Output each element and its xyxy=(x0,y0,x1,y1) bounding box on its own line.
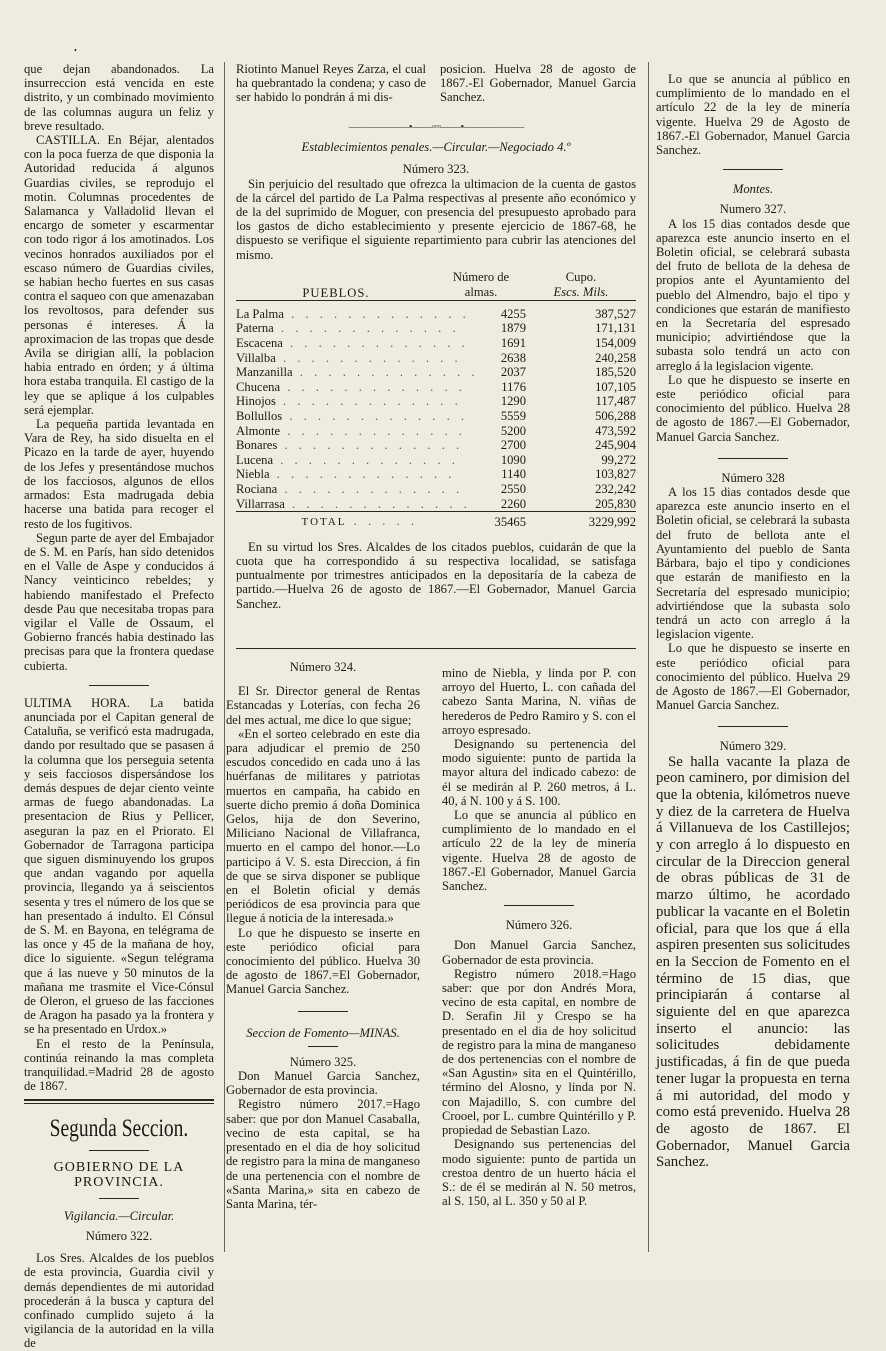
montes-heading: Montes. xyxy=(732,182,774,197)
short-rule xyxy=(723,169,783,170)
table-leader: . . . . . . . . . . . . . xyxy=(282,408,469,423)
header-cupo-text: Cupo. xyxy=(565,269,597,284)
numero-322: Número 322. xyxy=(85,1229,153,1244)
table-leader: . . . . . . . . . . . . . xyxy=(284,496,471,511)
pueblo-cell xyxy=(236,350,462,366)
almas-cell: 1691 xyxy=(500,336,526,351)
table-leader: . . . . . xyxy=(346,514,418,529)
almas-cell: 1176 xyxy=(501,379,526,394)
cupo-cell: 240,258 xyxy=(595,350,636,365)
fomento-heading: Seccion de Fomento—MINAS. xyxy=(246,1025,400,1040)
almas-cell: 2260 xyxy=(500,496,526,511)
paragraph: Lo que he dispuesto se inserte en este periódico oficial para conocimiento del público. Huelva 28 de agosto de 1867.—El Gobernador, Manuel Garcia Sanchez. xyxy=(656,372,850,444)
cupo-cell: 205,830 xyxy=(595,496,636,511)
cupo-cell: 99,272 xyxy=(601,452,636,467)
pueblo-cell xyxy=(236,481,464,497)
short-rule xyxy=(718,726,788,727)
table-leader: . . . . . . . . . . . . . xyxy=(280,423,466,438)
paragraph: Los Sres. Alcaldes de los pueblos de esta provincia, Guardia civil y demás dependientes de mi autoridad procederán á la busca y captura del confinado cumplido sujeto á la vigilancia de la autoridad en la villa de xyxy=(24,1251,214,1351)
pueblo-name: Rociana xyxy=(236,481,278,496)
government-heading: GOBIERNO DE LA PROVINCIA. xyxy=(53,1160,185,1190)
paragraph: que dejan abandonados. La insurreccion está vencida en este distrito, y un combinado movimiento de las columnas augura un feliz y breve resultado. xyxy=(24,62,214,133)
establecimientos-block xyxy=(236,120,636,640)
paragraph: La pequeña partida levantada en Vara de Rey, ha sido disuelta en el Picazo en la tarde de ayer, huyendo de los Jefes y presentándose muchos de los facciosos, algunos de ellos armados: Esta madrugada debia hacerse una batida para recoger el resto de los fugitivos. xyxy=(24,417,214,531)
table-row xyxy=(236,453,636,468)
section-heading: Segunda Seccion. xyxy=(49,1115,189,1143)
paragraph: Lo que he dispuesto se inserte en este periódico oficial para conocimiento del público. Huelva 30 de agosto de 1867.=El Gobernador, Manuel Garcia Sanchez. xyxy=(226,925,420,997)
paragraph: Designando sus pertenencias del modo siguiente: punto de partida un crestoa dentro de un huerto hácia el S.: de él se medirán al N. 50 metros, al S. 150, al L. 350 y 50 al P. xyxy=(442,1137,636,1209)
column-3-top xyxy=(440,62,636,122)
cupo-cell: 154,009 xyxy=(595,336,636,351)
pueblo-cell xyxy=(236,452,459,468)
table-leader: . . . . . . . . . . . . . xyxy=(273,452,459,467)
header-pueblos-text: PUEBLOS. xyxy=(302,285,370,300)
paragraph: Sin perjuicio del resultado que ofrezca la ultimacion de la cuenta de gastos de la cárcel del partido de La Palma respectivas al presente año económico y de la del suprimido de Moguer, con presencia del presupuesto aprobado para los gastos de dicho establecimiento y presente ejercicio de 1867-68, he dispuesto se verifique el siguiente repartimiento para cubrir las atenciones del mismo. xyxy=(236,176,636,262)
pueblo-name: Manzanilla xyxy=(236,365,293,380)
header-numero xyxy=(436,270,526,301)
divider-below-table xyxy=(236,648,636,649)
table-leader: . . . . . . . . . . . . . xyxy=(273,321,460,336)
cupo-cell: 387,527 xyxy=(595,306,636,321)
numero-328: Número 328 xyxy=(721,470,785,485)
almas-cell: 1140 xyxy=(501,467,526,482)
pueblo-name: Escacena xyxy=(236,336,283,351)
paragraph: Lo que se anuncia al público en cumplimiento de lo mandado en el artículo 22 de la ley de minería vigente. Huelva 28 de agosto de 1867.-El Gobernador, Manuel Garcia Sanchez. xyxy=(442,808,636,894)
total-label-cell xyxy=(236,512,436,530)
short-rule xyxy=(99,1198,139,1199)
table-row xyxy=(236,380,636,395)
pueblo-cell xyxy=(236,496,471,512)
paragraph: «En el sorteo celebrado en este dia para adjudicar el premio de 250 escudos concedido en cada uno á las huérfanas de militares y patriotas muertos en campaña, ha cabido en suerte dicho premio á doña Dominica Gelos, hija de don Severino, Miliciano Nacional de Villafranca, muerto en el campo del honor.—Lo participo á V. S. esta Direccion, á fin de que se sirva disponer se publique en el Boletin oficial y demás periódicos de esa provincia para que llegue á noticia de la interesada.» xyxy=(226,726,420,926)
header-escs-text: Escs. Mils. xyxy=(553,284,609,299)
column-3 xyxy=(442,666,636,1250)
short-rule xyxy=(308,1046,338,1047)
cupo-cell: 107,105 xyxy=(595,379,636,394)
pueblo-name: Villalba xyxy=(236,350,276,365)
pueblo-name: La Palma xyxy=(236,306,284,321)
establecimientos-heading: Establecimientos penales.—Circular.—Negociado 4.º xyxy=(301,140,571,155)
short-rule xyxy=(298,1011,348,1012)
almas-cell: 2550 xyxy=(500,481,526,496)
almas-cell: 4255 xyxy=(500,306,526,321)
header-pueblos xyxy=(236,270,436,301)
paragraph: A los 15 dias contados desde que aparezca este anuncio inserto en el Boletin oficial, se celebrará la subasta del fruto de bellota ante el Ayuntamiento del pueblo de Santa Bárbara, bajo el tipo y condiciones que estarán de manifiesto en la Secretaría del espresado municipio; advirtiéndose que la subasta solo tendrá un acto con arreglo á la legislacion vigente. xyxy=(656,485,850,642)
paragraph-castilla: CASTILLA. En Béjar, alentados con la poca fuerza de que disponia la Autoridad reducida á algunos Guardias civiles, se reprodujo el motin. Columnas procedentes de Salamanca y Valladolid llevan el encargo de someter y escarmentar con todo rigor á los amotinados. Los vecinos honrados auxiliados por el escaso número de Guardias civiles, se habian hecho fuertes en sus casas contra el saqueo con que amenazaban los revoltosos, para defender sus personas é intereses. Á la aproximacion de las tropas que desde Avila se dirigian allí, la poblacion habia entrado en órden; y á última hora estaba tranquila. El castigo de la ley que se aplique á los culpables será ejemplar. xyxy=(24,133,214,417)
paragraph: A los 15 dias contados desde que aparezca este anuncio inserto en el Boletin oficial, se celebrará subasta del fruto de bellota de la dehesa de propios ante el Ayuntamiento del pueblo del Almendro, bajo el tipo y condiciones que estarán de manifiesto en la Secretaría del espresado municipio; advirtiéndose que la subasta solo tendrá un acto con arreglo á la legislacion vigente. xyxy=(656,216,850,373)
paragraph: En el resto de la Península, continúa reinando la mas completa tranquilidad.=Madrid 28 de agosto de 1867. xyxy=(24,1036,214,1094)
paragraph-ultima-hora: ULTIMA HORA. La batida anunciada por el Capitan general de Cataluña, se verificó esta madrugada, dando por resultado que se pasasen á la columna que los perseguia setenta y seis facciosos dispersándose los demás despues de dejar ciento veinte armas de fuego abandonadas. La presentacion de Rius y Pellicer, aseguran la paz en el Priorato. El Gobernador de Tarragona participa que siguen disminuyendo los grupos que andan vagando por aquella provincia, llegando ya á seiscientos sesenta y tres el número de los que se han presentado á indulto. El Cónsul de S. M. en Bayona, en telégrama de las once y 45 de la mañana de hoy, dice lo siguiente. «Segun telégrama que á las nueve y 50 minutos de la mañana me trasmite el Vice-Cónsul de Oleron, el grueso de las facciones de Aragon ha pasado ya la frontera y se ha presentado en Urdox.» xyxy=(24,695,214,1037)
table-row xyxy=(236,351,636,366)
cupo-cell: 171,131 xyxy=(595,321,636,336)
divider xyxy=(89,685,149,686)
almas-cell: 2638 xyxy=(500,350,526,365)
pueblo-cell xyxy=(236,336,469,351)
pueblo-cell xyxy=(236,306,470,322)
table-row xyxy=(236,467,636,482)
table-leader: . . . . . . . . . . . . . xyxy=(269,467,456,482)
pueblo-name: Villarrasa xyxy=(236,496,285,511)
almas-cell: 5200 xyxy=(500,423,526,438)
repartimiento-table xyxy=(236,270,636,530)
pueblo-cell xyxy=(236,365,479,380)
total-almas: 35465 xyxy=(436,512,526,530)
pueblo-cell xyxy=(236,379,466,395)
column-4 xyxy=(656,72,850,1252)
table-leader: . . . . . . . . . . . . . xyxy=(280,379,466,394)
paragraph: Registro número 2018.=Hago saber: que por don Andrés Mora, vecino de esta capital, en nombre de D. Serafin Jil y Crespo se ha presentado en el dia de hoy solicitud de registro para la mina de manganeso de dos pertenencias con el nombre de «San Agustin» sita en el Quintérillo, término del Alosno, y linda por N. con Majadillo, S. con cumbre del Crooel, por L. cumbre Quintérillo y P. propiedad de Sebastian Lazo. xyxy=(442,966,636,1138)
cupo-cell: 473,592 xyxy=(595,423,636,438)
pueblo-cell xyxy=(236,467,456,482)
total-cupo: 3229,992 xyxy=(526,512,636,530)
cupo-cell: 117,487 xyxy=(595,394,636,409)
column-2-top xyxy=(236,62,426,122)
numero-323: Número 323. xyxy=(402,162,470,177)
paragraph: Don Manuel Garcia Sanchez, Gobernador de esta provincia. xyxy=(442,938,636,967)
paragraph: Segun parte de ayer del Embajador de S. M. en París, han sido detenidos en el Valle de Aspe y conducidos á Nancy veinticinco rebeldes; y habiendo manifestado el Prefecto desde Pau que necesitaba tropas para vigilar el Valle de Ossaum, el Gobierno francés habia destinado las precisas para que la frontera quedase cubierta. xyxy=(24,530,214,673)
cupo-cell: 245,904 xyxy=(595,438,636,453)
cupo-cell: 232,242 xyxy=(595,481,636,496)
pueblo-name: Niebla xyxy=(236,467,270,482)
cupo-cell: 506,288 xyxy=(595,408,636,423)
table-row xyxy=(236,438,636,453)
pueblo-cell xyxy=(236,423,466,439)
almas-cell: 1090 xyxy=(500,452,526,467)
paragraph: El Sr. Director general de Rentas Estancadas y Loterías, con fecha 26 del mes actual, me dice lo que sigue; xyxy=(226,684,420,727)
table-leader: . . . . . . . . . . . . . xyxy=(292,365,479,380)
table-row xyxy=(236,497,636,512)
table-row xyxy=(236,424,636,439)
pueblo-cell xyxy=(236,438,464,453)
pueblo-name: Bonares xyxy=(236,438,278,453)
pueblo-name: Hinojos xyxy=(236,394,276,409)
header-cupo xyxy=(526,270,636,301)
cupo-cell: 185,520 xyxy=(595,365,636,380)
repartimiento-rows xyxy=(236,307,636,512)
table-leader: . . . . . . . . . . . . . xyxy=(277,481,464,496)
paragraph: Lo que he dispuesto se inserte en este periódico oficial para conocimiento del público. Huelva 29 de Agosto de 1867.—El Gobernador, Manuel Garcia Sanchez. xyxy=(656,641,850,713)
numero-325: Número 325. xyxy=(289,1054,357,1069)
total-label: TOTAL xyxy=(301,516,347,529)
paragraph: Don Manuel Garcia Sanchez, Gobernador de esta provincia. xyxy=(226,1069,420,1098)
numero-324: Número 324. xyxy=(289,660,357,674)
cupo-cell: 103,827 xyxy=(595,467,636,482)
pueblo-cell xyxy=(236,321,460,336)
table-row xyxy=(236,482,636,497)
paragraph-closing: En su virtud los Sres. Alcaldes de los citados pueblos, cuidarán de que la cuota que ha correspondido á su respectiva localidad, se satisfaga puntualmente por trimestres anticipados en la depositaría de la cabeza de partido.—Huelva 26 de agosto de 1867.—El Gobernador, Manuel Garcia Sanchez. xyxy=(236,539,636,611)
column-rule-left xyxy=(224,62,225,1252)
table-leader: . . . . . . . . . . . . . xyxy=(275,350,462,365)
paragraph: Riotinto Manuel Reyes Zarza, el cual ha quebrantado la condena; y caso de ser habido lo pondrán á mi dis- xyxy=(236,62,426,105)
almas-cell: 2037 xyxy=(500,365,526,380)
column-1 xyxy=(24,62,214,1351)
table-leader: . . . . . . . . . . . . . xyxy=(282,336,469,351)
paragraph: mino de Niebla, y linda por P. con arroyo del Huerto, L. con cañada del cabezo Santa Marina, N. viñas de herederos de Pedro Ramiro y S. con el arroyo espresado. xyxy=(442,666,636,737)
pueblo-name: Bollullos xyxy=(236,408,283,423)
table-leader: . . . . . . . . . . . . . xyxy=(277,438,464,453)
pueblo-name: Paterna xyxy=(236,321,274,336)
table-row xyxy=(236,365,636,380)
paragraph-vacante: Se halla vacante la plaza de peon caminero, por dimision del que la obtenia, kilómetros nueve y diez de la carretera de Huelva á Villanueva de los Castillejos; y con arreglo á lo dispuesto en circular de la Direccion general de obras públicas de 31 de marzo último, he acordado publicar la vacante en el Boletin oficial, para que los que á ella aspiren presenten sus solicitudes en la Seccion de Fomento en el término de 15 dias, que principiarán á contarse al siguiente del en que aparezca inserto el anuncio: las solicitudes debidamente justificadas, á fin de que pueda tener lugar la propuesta en terna á mi autoridad, del modo y como está prevenido. Huelva 28 de agosto de 1867. El Gobernador, Manuel Garcia Sanchez. xyxy=(656,753,850,1171)
table-row xyxy=(236,307,636,322)
short-rule xyxy=(718,458,788,459)
table-leader: . . . . . . . . . . . . . xyxy=(275,394,462,409)
paragraph: Lo que se anuncia al público en cumplimiento de lo mandado en el artículo 22 de la ley de minería vigente. Huelva 29 de Agosto de 1867.-El Gobernador, Manuel Garcia Sanchez. xyxy=(656,72,850,158)
short-rule xyxy=(89,1150,149,1151)
pueblo-name: Lucena xyxy=(236,452,274,467)
table-row xyxy=(236,409,636,424)
column-rule-right xyxy=(648,62,649,1252)
numero-326: Número 326. xyxy=(505,918,573,933)
table-leader: . . . . . . . . . . . . . xyxy=(283,306,470,321)
table-row xyxy=(236,321,636,336)
pueblo-cell xyxy=(236,408,469,424)
table-row xyxy=(236,394,636,409)
ornament-divider: ——————•——◦◦◦——•—————— xyxy=(348,121,524,133)
numero-329: Número 329. xyxy=(719,739,787,754)
pueblo-name: Almonte xyxy=(236,423,281,438)
paragraph: Designando su pertenencia del modo siguiente: punto de partida la mayor altura del indicado cabezo: de él se medirán al P. 260 metros, á L. 40, á N. 100 y á S. 100. xyxy=(442,737,636,808)
ink-dot: • xyxy=(74,46,77,55)
vigilancia-heading: Vigilancia.—Circular. xyxy=(63,1208,175,1223)
header-numero-text: Número de almas. xyxy=(452,269,510,299)
almas-cell: 2700 xyxy=(500,438,526,453)
paragraph: Registro número 2017.=Hago saber: que por don Manuel Casaballa, vecino de esta capital, se ha presentado en el dia de hoy solicitud de registro para la mina de manganeso de una pertenencia con el nombre de «Santa Marina,» sita en cabezo de Santa Marina, tér- xyxy=(226,1097,420,1211)
pueblo-name: Chucena xyxy=(236,379,281,394)
almas-cell: 1290 xyxy=(500,394,526,409)
almas-cell: 1879 xyxy=(500,321,526,336)
short-rule xyxy=(504,905,574,906)
table-row xyxy=(236,336,636,351)
paragraph: posicion. Huelva 28 de agosto de 1867.-El Gobernador, Manuel Garcia Sanchez. xyxy=(440,62,636,105)
pueblo-cell xyxy=(236,394,462,409)
numero-327: Numero 327. xyxy=(719,202,787,217)
column-2 xyxy=(226,660,420,1250)
almas-cell: 5559 xyxy=(500,408,526,423)
double-rule xyxy=(24,1099,214,1104)
